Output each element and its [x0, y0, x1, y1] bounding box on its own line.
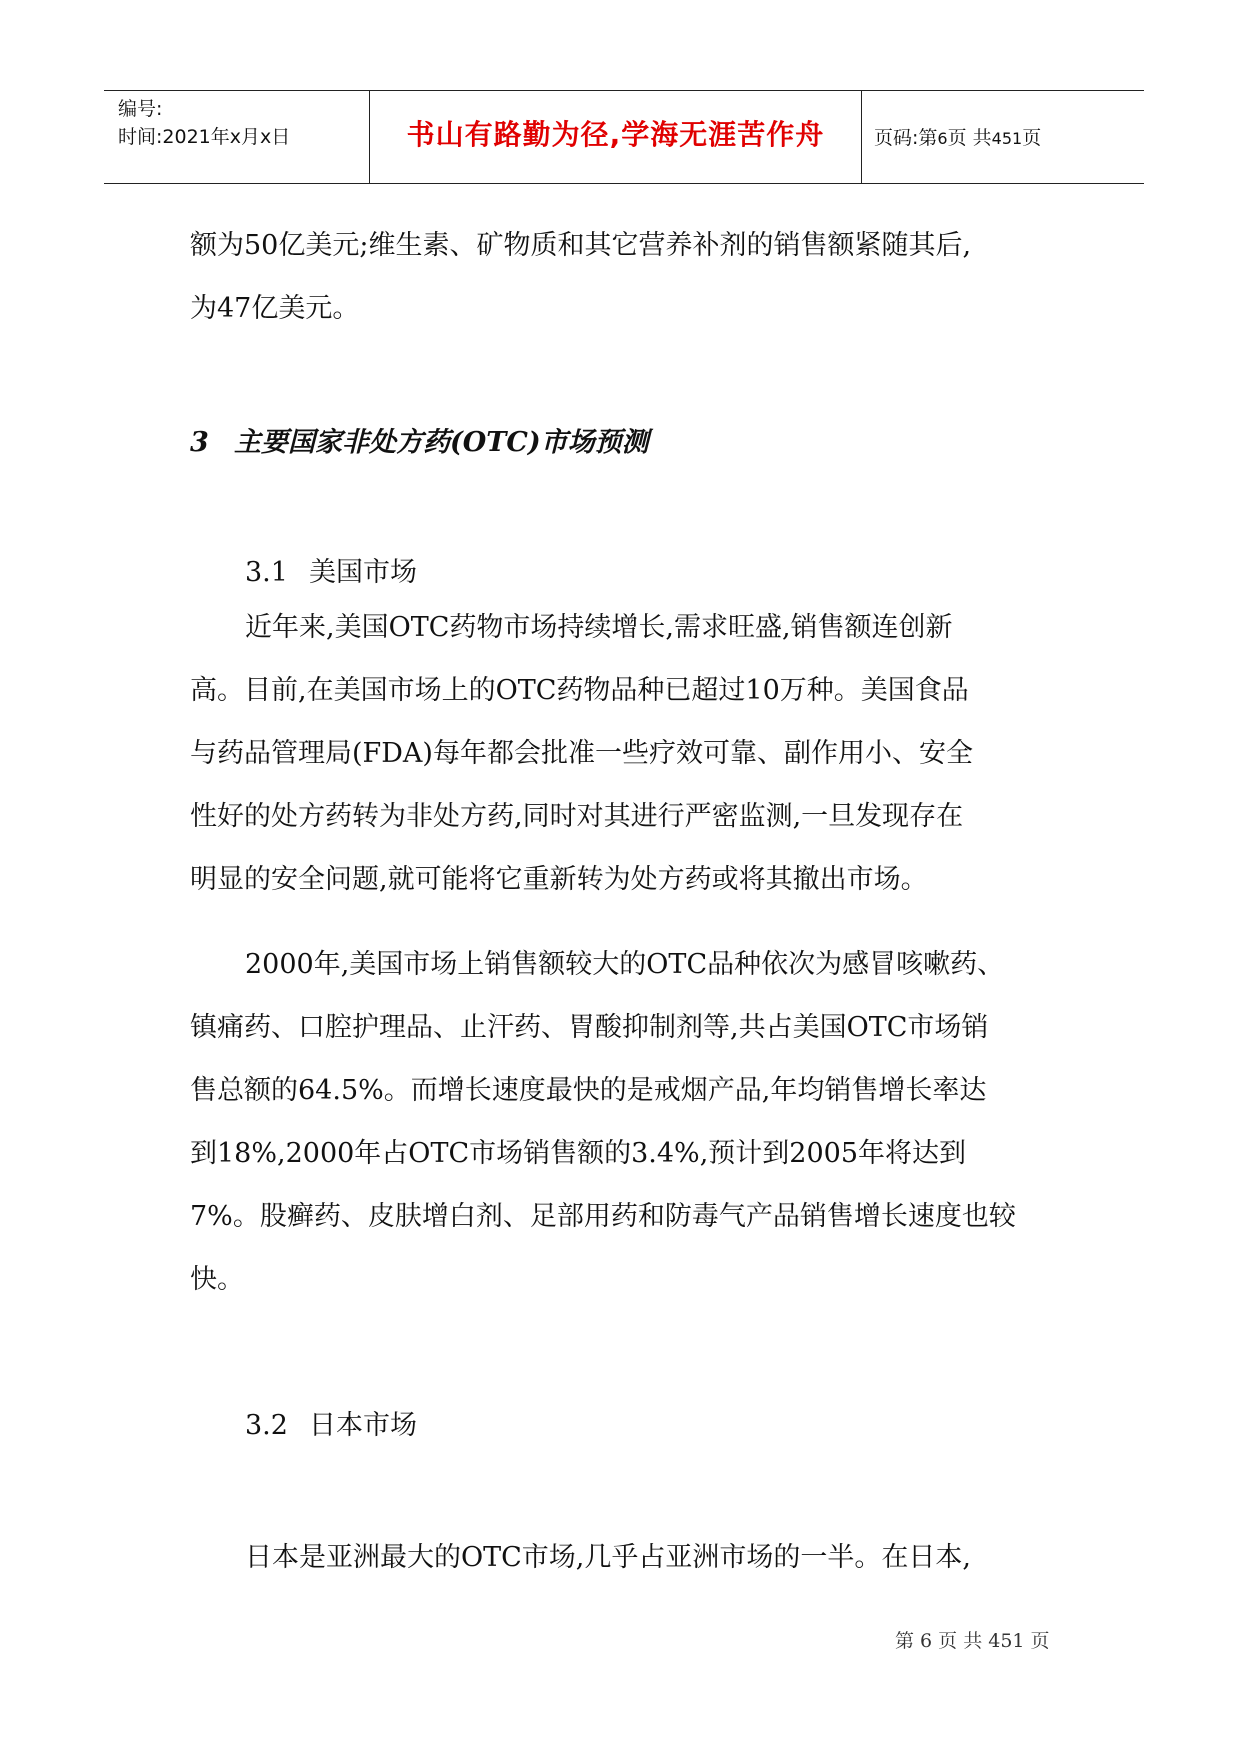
subsection-heading — [245, 1403, 417, 1442]
page-footer: 第 6 页 共 451 页 — [895, 1630, 1050, 1652]
page-prefix: 页码:第 — [874, 127, 938, 149]
paragraph-continuation — [190, 214, 1070, 340]
paragraph — [190, 1526, 1070, 1589]
text-line: 快。 — [190, 1264, 244, 1295]
section-title: 主要国家非处方药(OTC)市场预测 — [234, 427, 649, 458]
text-line: 镇痛药、口腔护理品、止汗药、胃酸抑制剂等,共占美国OTC市场销 — [190, 1012, 989, 1043]
page-mid: 页 共 — [947, 127, 992, 149]
text-line: 2000年,美国市场上销售额较大的OTC品种依次为感冒咳嗽药、 — [245, 949, 1005, 980]
section-heading — [190, 420, 649, 459]
header-divider — [861, 91, 862, 183]
subsection-title: 日本市场 — [309, 1410, 417, 1441]
time-label: 时间:2021年x月x日 — [118, 126, 291, 148]
text-line: 为47亿美元。 — [190, 293, 360, 324]
text-line: 7%。股癣药、皮肤增白剂、足部用药和防毒气产品销售增长速度也较 — [190, 1201, 1016, 1232]
paragraph — [190, 596, 1070, 911]
text-line: 到18%,2000年占OTC市场销售额的3.4%,预计到2005年将达到 — [190, 1138, 966, 1169]
header-motto: 书山有路勤为径,学海无涯苦作舟 — [406, 118, 825, 151]
subsection-heading — [245, 550, 417, 589]
document-header — [104, 90, 1144, 184]
subsection-number: 3.1 — [245, 557, 288, 588]
text-line: 额为50亿美元;维生素、矿物质和其它营养补剂的销售额紧随其后, — [190, 230, 972, 261]
paragraph — [190, 933, 1070, 1311]
text-line: 明显的安全问题,就可能将它重新转为处方药或将其撤出市场。 — [190, 864, 928, 895]
header-page-info — [874, 123, 1041, 150]
text-line: 售总额的64.5%。而增长速度最快的是戒烟产品,年均销售增长率达 — [190, 1075, 987, 1106]
number-label: 编号: — [118, 98, 163, 120]
text-line: 日本是亚洲最大的OTC市场,几乎占亚洲市场的一半。在日本, — [245, 1542, 971, 1573]
text-line: 近年来,美国OTC药物市场持续增长,需求旺盛,销售额连创新 — [245, 612, 953, 643]
subsection-title: 美国市场 — [309, 557, 417, 588]
text-line: 高。目前,在美国市场上的OTC药物品种已超过10万种。美国食品 — [190, 675, 969, 706]
page-number: 6 — [937, 129, 948, 148]
text-line: 与药品管理局(FDA)每年都会批准一些疗效可靠、副作用小、安全 — [190, 738, 973, 769]
subsection-number: 3.2 — [245, 1410, 288, 1441]
header-left-cell — [118, 95, 290, 151]
text-line: 性好的处方药转为非处方药,同时对其进行严密监测,一旦发现存在 — [190, 801, 964, 832]
section-number: 3 — [190, 427, 209, 458]
page-suffix: 页 — [1022, 127, 1042, 149]
page-total: 451 — [991, 129, 1023, 148]
